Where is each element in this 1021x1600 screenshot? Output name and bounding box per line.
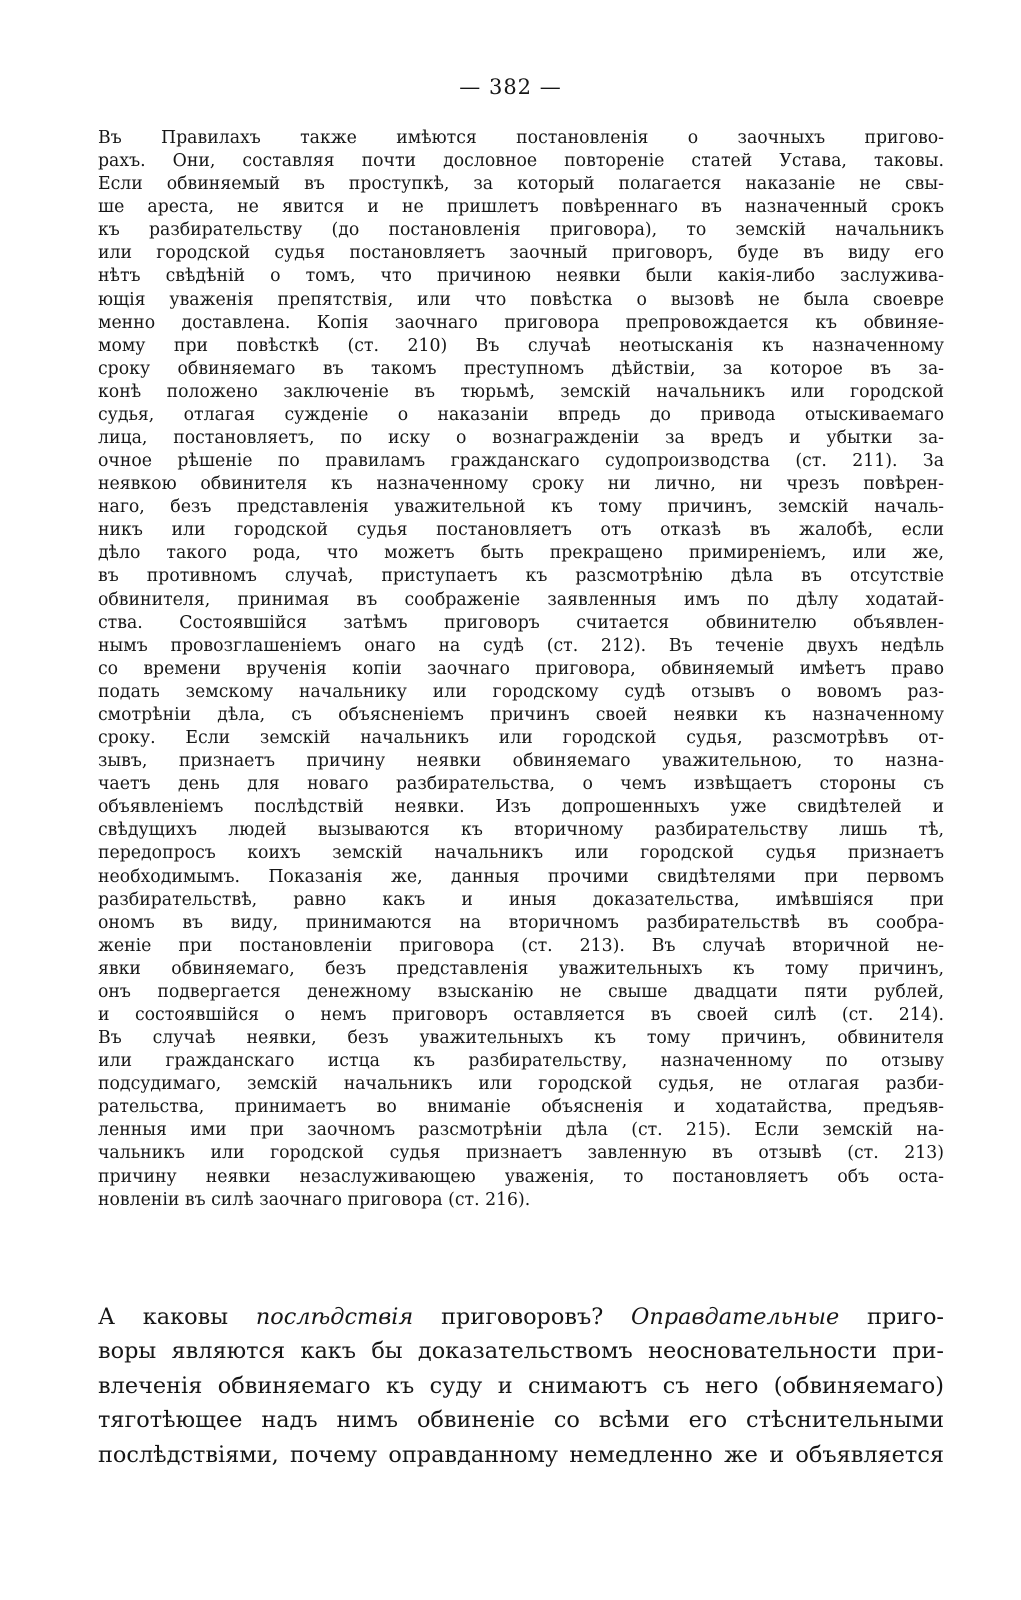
text-line: Если обвиняемый въ проступкѣ, за который полагается наказаніе не свы- — [98, 174, 944, 195]
text-line: ства. Состоявшійся затѣмъ приговоръ считается обвинителю объявлен- — [98, 612, 944, 633]
text-line: явки обвиняемаго, безъ представленія уважительныхъ къ тому причинъ, — [98, 958, 944, 979]
text-line: тяготѣющее надъ нимъ обвиненіе со всѣми его стѣснительными — [98, 1407, 944, 1434]
text-line: судья, отлагая сужденіе о наказаніи впредь до привода отыскиваемаго — [98, 404, 944, 425]
text-line: ономъ въ виду, принимаются на вторичномъ разбирательствѣ въ сообра- — [98, 912, 944, 933]
text-line: необходимымъ. Показанія же, данныя прочими свидѣтелями при первомъ — [98, 866, 944, 887]
text-line: никъ или городской судья постановляетъ отъ отказѣ въ жалобѣ, если — [98, 520, 944, 541]
text-line: разбирательствѣ, равно какъ и иныя доказательства, имѣвшіяся при — [98, 889, 944, 910]
text-line — [98, 1300, 944, 1334]
text-line: причину неявки незаслуживающею уваженія, то постановляетъ объ оста- — [98, 1166, 944, 1187]
text-line: послѣдствіями, почему оправданному немедленно же и объявляется — [98, 1441, 944, 1468]
text-line: онъ подвергается денежному взысканію не свыше двадцати пяти рублей, — [98, 981, 944, 1002]
text-line: влеченія обвиняемаго къ суду и снимаютъ съ него (обвиняемаго) — [98, 1372, 944, 1399]
text-line: Въ Правилахъ также имѣются постановленія о заочныхъ пригово- — [98, 128, 944, 148]
text-line: передопросъ коихъ земскій начальникъ или городской судья признаетъ — [98, 843, 944, 864]
text-line: менно доставлена. Копія заочнаго приговора препровождается къ обвиняе- — [98, 312, 944, 333]
text-line: женіе при постановленіи приговора (ст. 213). Въ случаѣ вторичной не- — [98, 935, 944, 956]
text-fragment: приговоровъ? — [413, 1304, 632, 1330]
text-line: неявкою обвинителя къ назначенному сроку ни лично, ни чрезъ повѣрен- — [98, 474, 944, 495]
text-line: со времени врученія копіи заочнаго приговора, обвиняемый имѣетъ право — [98, 658, 944, 679]
text-line: подать земскому начальнику или городскому судѣ отзывъ о вовомъ раз- — [98, 681, 944, 702]
text-line: смотрѣніи дѣла, съ объясненіемъ причинъ своей неявки къ назначенному — [98, 704, 944, 725]
text-line: чаетъ день для новаго разбирательства, о чемъ извѣщаетъ стороны съ — [98, 774, 944, 795]
large-paragraph — [98, 1300, 944, 1472]
text-line: рахъ. Они, составляя почти дословное повтореніе статей Устава, таковы. — [98, 151, 944, 172]
text-line: конѣ положено заключеніе въ тюрьмѣ, земскій начальникъ или городской — [98, 381, 944, 402]
text-line: объявленіемъ послѣдствій неявки. Изъ допрошенныхъ уже свидѣтелей и — [98, 797, 944, 818]
text-line: нымъ провозглашеніемъ онаго на судѣ (ст. 212). Въ теченіе двухъ недѣль — [98, 635, 944, 656]
text-line: чальникъ или городской судья признаетъ завленную въ отзывѣ (ст. 213) — [98, 1143, 944, 1164]
italic-term: послѣдствія — [255, 1304, 414, 1330]
text-line: обвинителя, принимая въ соображеніе заявленныя имъ по дѣлу ходатай- — [98, 589, 944, 610]
text-line: ющія уваженія препятствія, или что повѣстка о вызовѣ не была своевре — [98, 289, 944, 310]
text-line: очное рѣшеніе по правиламъ гражданскаго судопроизводства (ст. 211). За — [98, 451, 944, 472]
text-line: нѣтъ свѣдѣній о томъ, что причиною неявки были какія-либо заслужива- — [98, 266, 944, 287]
main-paragraph — [98, 127, 944, 1212]
text-line: ше ареста, не явится и не пришлетъ повѣреннаго въ назначенный срокъ — [98, 197, 944, 218]
text-line: сроку обвиняемаго въ такомъ преступномъ дѣйствіи, за которое въ за- — [98, 358, 944, 379]
text-line: сроку. Если земскій начальникъ или городской судья, разсмотрѣвъ от- — [98, 728, 944, 749]
text-line: или гражданскаго истца къ разбирательству, назначенному по отзыву — [98, 1051, 944, 1072]
text-line: воры являются какъ бы доказательствомъ неосновательности при- — [98, 1338, 944, 1365]
text-line: къ разбирательству (до постановленія приговора), то земскій начальникъ — [98, 220, 944, 241]
text-line: свѣдущихъ людей вызываются къ вторичному разбирательству лишь тѣ, — [98, 820, 944, 841]
text-line: рательства, принимаетъ во вниманіе объясненія и ходатайства, предъяв- — [98, 1097, 944, 1118]
text-line: мому при повѣсткѣ (ст. 210) Въ случаѣ неотысканія къ назначенному — [98, 335, 944, 356]
italic-term: Оправдательные — [631, 1304, 840, 1330]
text-line: наго, безъ представленія уважительной къ тому причинъ, земскій началь- — [98, 497, 944, 518]
text-line: новленіи въ силѣ заочнаго приговора (ст. 216). — [98, 1189, 531, 1210]
text-line: ленныя ими при заочномъ разсмотрѣніи дѣла (ст. 215). Если земскій на- — [98, 1120, 944, 1141]
text-line: дѣло такого рода, что можетъ быть прекращено примиреніемъ, или же, — [98, 543, 944, 564]
text-line: въ противномъ случаѣ, приступаетъ къ разсмотрѣнію дѣла въ отсутствіе — [98, 566, 944, 587]
text-line: или городской судья постановляетъ заочный приговоръ, буде въ виду его — [98, 243, 944, 264]
text-fragment: приго- — [839, 1304, 944, 1330]
page-number: — 382 — — [459, 75, 562, 99]
text-fragment: А каковы — [98, 1304, 256, 1330]
text-line: зывъ, признаетъ причину неявки обвиняемаго уважительною, то назна- — [98, 751, 944, 772]
text-line: Въ случаѣ неявки, безъ уважительныхъ къ тому причинъ, обвинителя — [98, 1028, 944, 1049]
text-line: и состоявшійся о немъ приговоръ оставляется въ своей силѣ (ст. 214). — [98, 1004, 944, 1025]
text-line: подсудимаго, земскій начальникъ или городской судья, не отлагая разби- — [98, 1074, 944, 1095]
text-line: лица, постановляетъ, по иску о вознагражденіи за вредъ и убытки за- — [98, 428, 944, 449]
